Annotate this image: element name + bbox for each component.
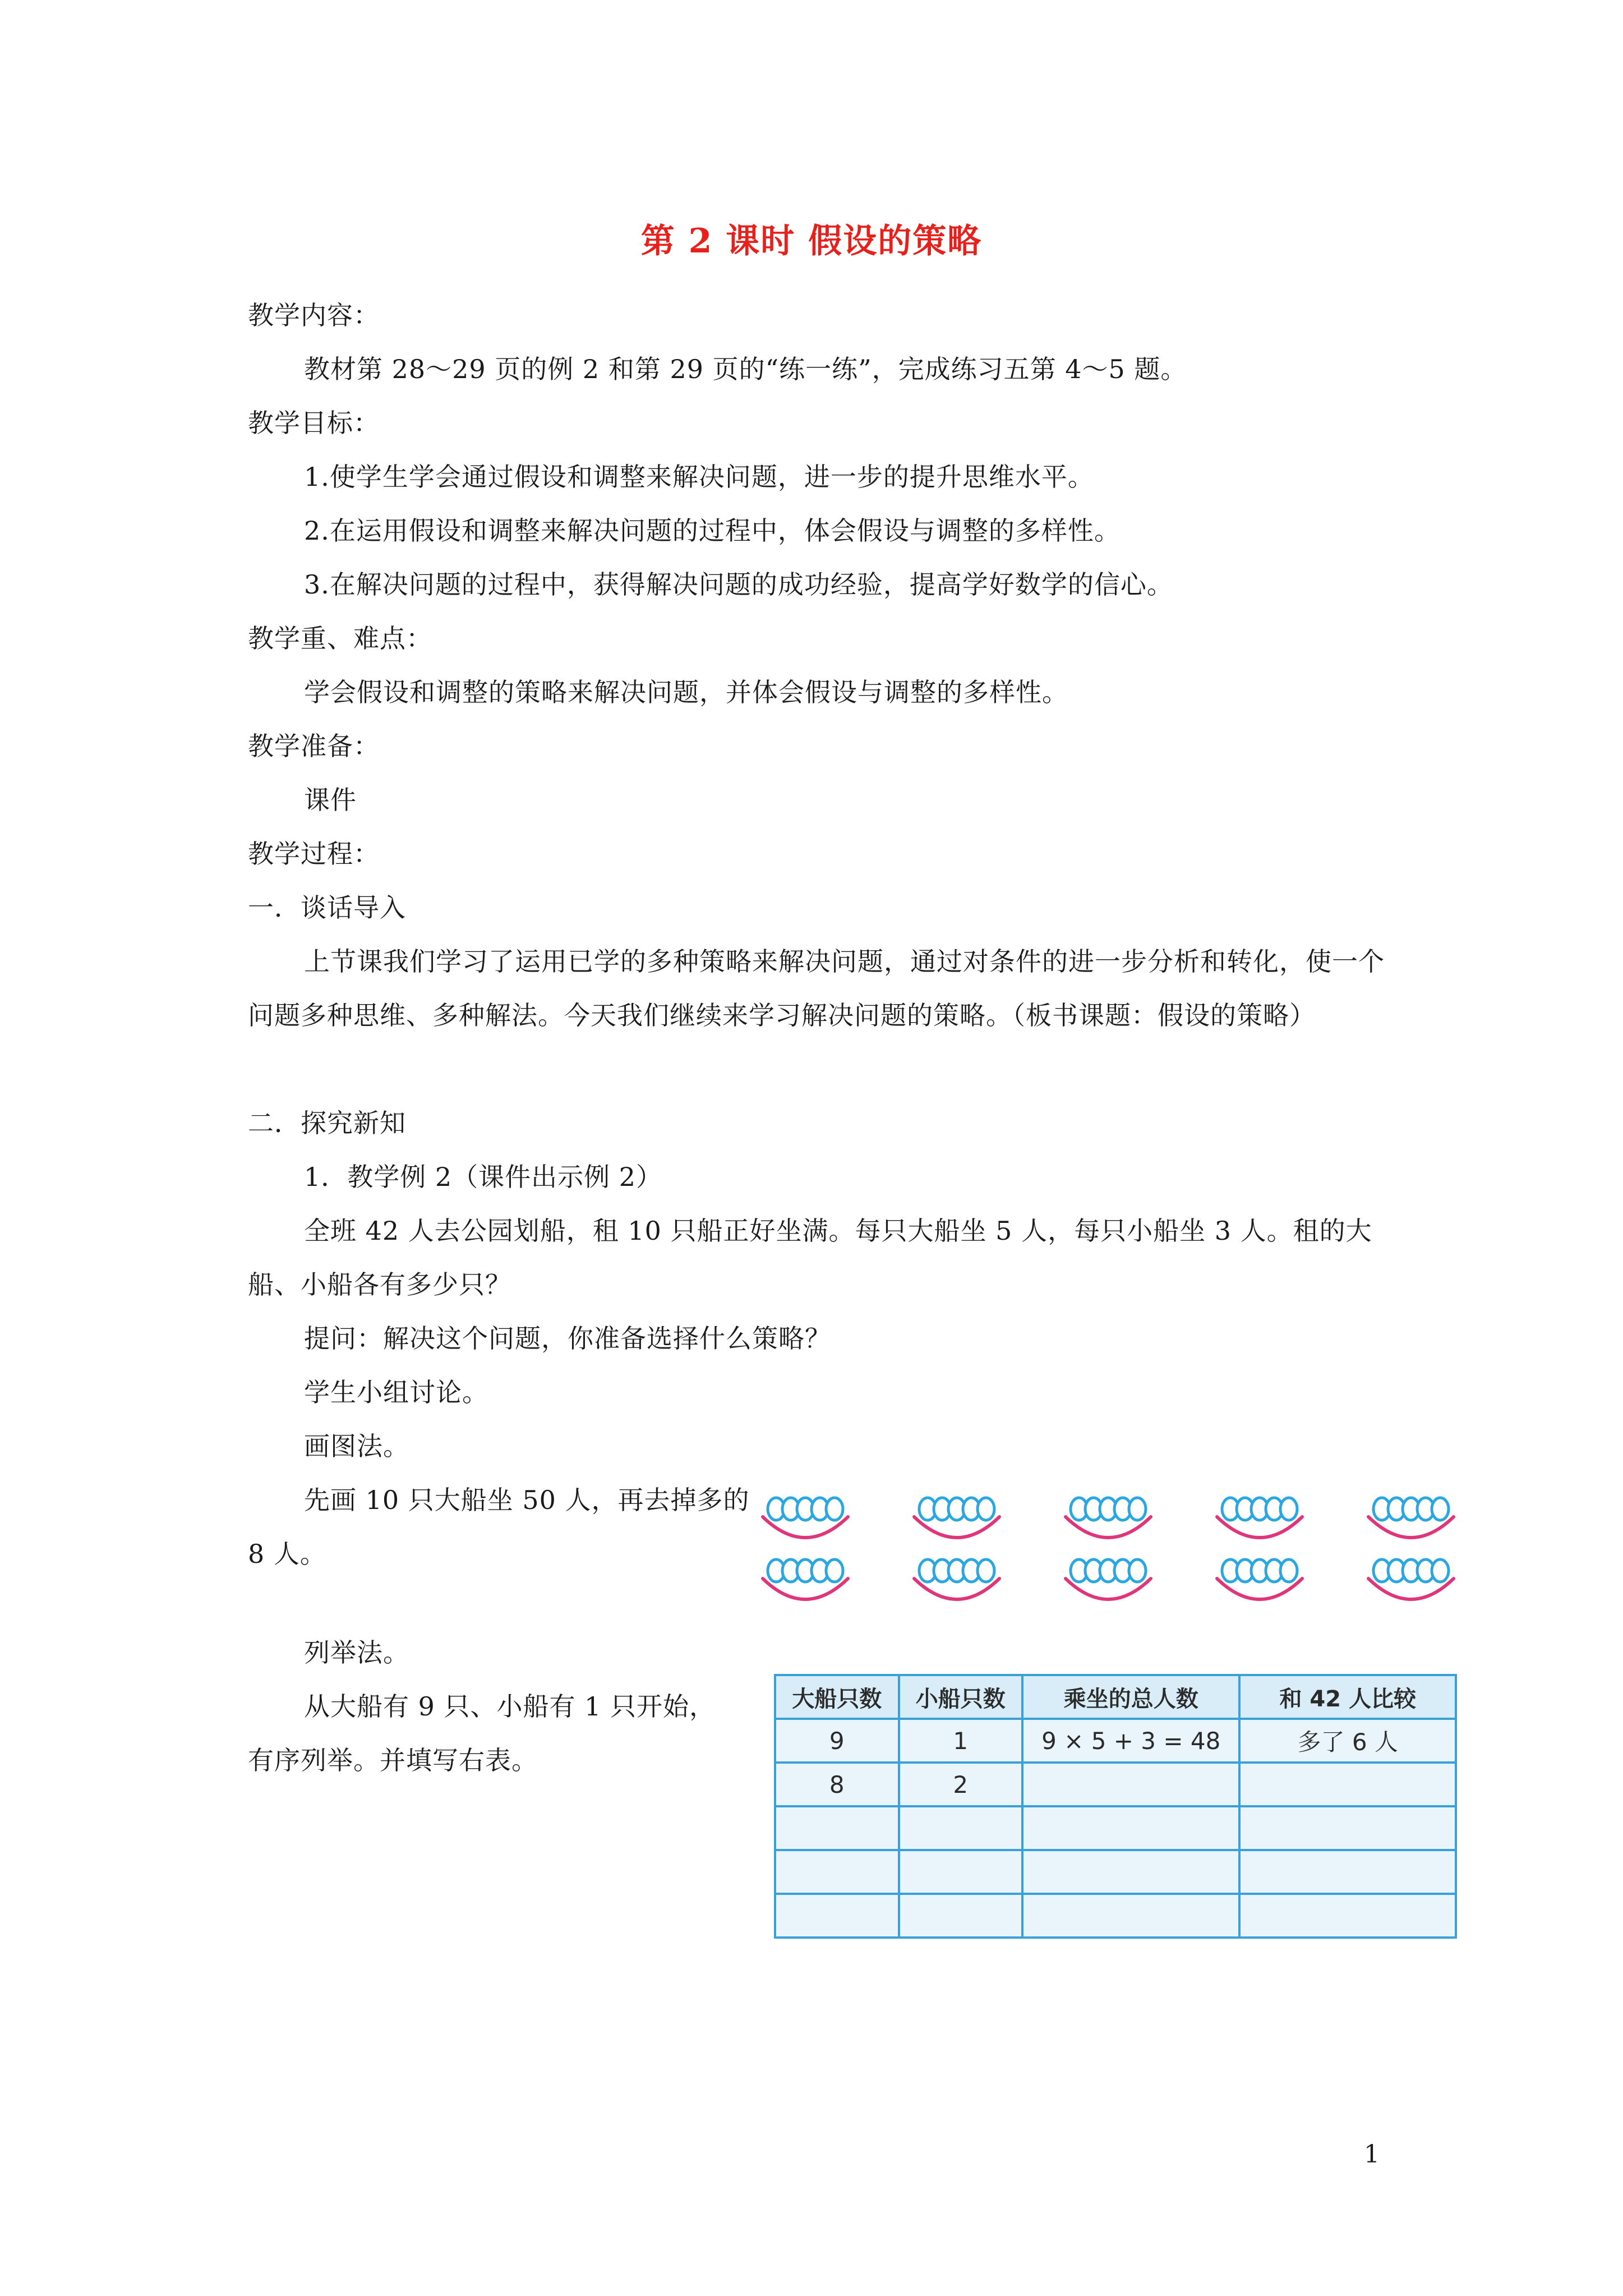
header-big-boats: 大船只数 [775,1675,899,1719]
table-cell: 2 [899,1763,1023,1806]
page-number: 1 [1364,2140,1380,2169]
goal-2: 2.在运用假设和调整来解决问题的过程中，体会假设与调整的多样性。 [304,516,1121,546]
table-cell [775,1850,899,1894]
process-label: 教学过程： [248,839,380,869]
drawing-method-label: 画图法。 [304,1431,409,1461]
prep-label: 教学准备： [248,731,380,761]
table-cell [899,1806,1023,1850]
header-small-boats: 小船只数 [899,1675,1023,1719]
table-header-row [775,1675,1456,1719]
part2-heading: 二．探究新知 [248,1108,406,1138]
boat-icon [1215,1554,1304,1605]
goal-3: 3.在解决问题的过程中，获得解决问题的成功经验，提高学好数学的信心。 [304,569,1173,600]
boat-icon [912,1554,1002,1605]
table-row [775,1894,1456,1938]
boat-figure [760,1492,1468,1607]
table-cell: 1 [899,1719,1023,1763]
person-mark [1432,1559,1449,1582]
table-cell [1022,1850,1239,1894]
table-cell [899,1894,1023,1938]
content-text: 教材第 28～29 页的例 2 和第 29 页的“练一练”，完成练习五第 4～5 题。 [304,354,1187,384]
table-cell: 多了 6 人 [1239,1719,1456,1763]
table-cell: 9 × 5 + 3 = 48 [1022,1719,1239,1763]
table-cell [1022,1894,1239,1938]
table-row [775,1806,1456,1850]
person-mark [978,1559,994,1582]
boat-icon [760,1554,850,1605]
content-label: 教学内容： [248,300,380,330]
person-mark [1280,1559,1297,1582]
part1-heading: 一．谈话导入 [248,892,406,923]
table-cell [1239,1894,1456,1938]
person-mark [1432,1498,1449,1520]
person-mark [826,1498,843,1520]
table-cell: 8 [775,1763,899,1806]
drawing-method-text: 先画 10 只大船坐 50 人，再去掉多的 8 人。 [248,1485,750,1569]
header-total-people: 乘坐的总人数 [1022,1675,1239,1719]
table-cell [1239,1763,1456,1806]
goals-label: 教学目标： [248,408,380,438]
table-cell [899,1850,1023,1894]
discussion-text: 学生小组讨论。 [304,1377,488,1407]
boat-icon [760,1492,850,1544]
table-row [775,1850,1456,1894]
goal-1: 1.使学生学会通过假设和调整来解决问题，进一步的提升思维水平。 [304,462,1094,492]
table-row [775,1763,1456,1806]
table-cell [775,1894,899,1938]
prep-text: 课件 [304,785,357,815]
part1-paragraph: 上节课我们学习了运用已学的多种策略来解决问题，通过对条件的进一步分析和转化，使一个问题多种思维、多种解法。今天我们继续来学习解决问题的策略。（板书课题：假设的策略） [248,946,1385,1030]
boat-icon [1215,1492,1304,1544]
header-compare: 和 42 人比较 [1239,1675,1456,1719]
key-label: 教学重、难点： [248,623,432,654]
listing-table [774,1674,1457,1939]
boat-icon [1366,1554,1456,1605]
page-title: 第 2 课时 假设的策略 [640,222,983,261]
listing-method-text: 从大船有 9 只、小船有 1 只开始，有序列举。并填写右表。 [248,1691,716,1775]
table-cell [1022,1763,1239,1806]
person-mark [1280,1498,1297,1520]
table-cell [1022,1806,1239,1850]
table-cell [1239,1850,1456,1894]
boat-icon [1063,1492,1153,1544]
question-text: 提问：解决这个问题，你准备选择什么策略？ [304,1323,831,1354]
example-paragraph: 全班 42 人去公园划船，租 10 只船正好坐满。每只大船坐 5 人，每只小船坐 3 人。租的大船、小船各有多少只？ [248,1216,1372,1300]
boat-icon [1063,1554,1153,1605]
boat-icon [912,1492,1002,1544]
table-cell [775,1806,899,1850]
person-mark [826,1559,843,1582]
person-mark [978,1498,994,1520]
person-mark [1129,1498,1146,1520]
example-heading: 1．教学例 2（课件出示例 2） [304,1162,663,1192]
person-mark [1129,1559,1146,1582]
table-cell: 9 [775,1719,899,1763]
table-cell [1239,1806,1456,1850]
boat-icon [1366,1492,1456,1544]
listing-method-label: 列举法。 [304,1637,409,1668]
table-row [775,1719,1456,1763]
key-text: 学会假设和调整的策略来解决问题，并体会假设与调整的多样性。 [304,677,1068,707]
